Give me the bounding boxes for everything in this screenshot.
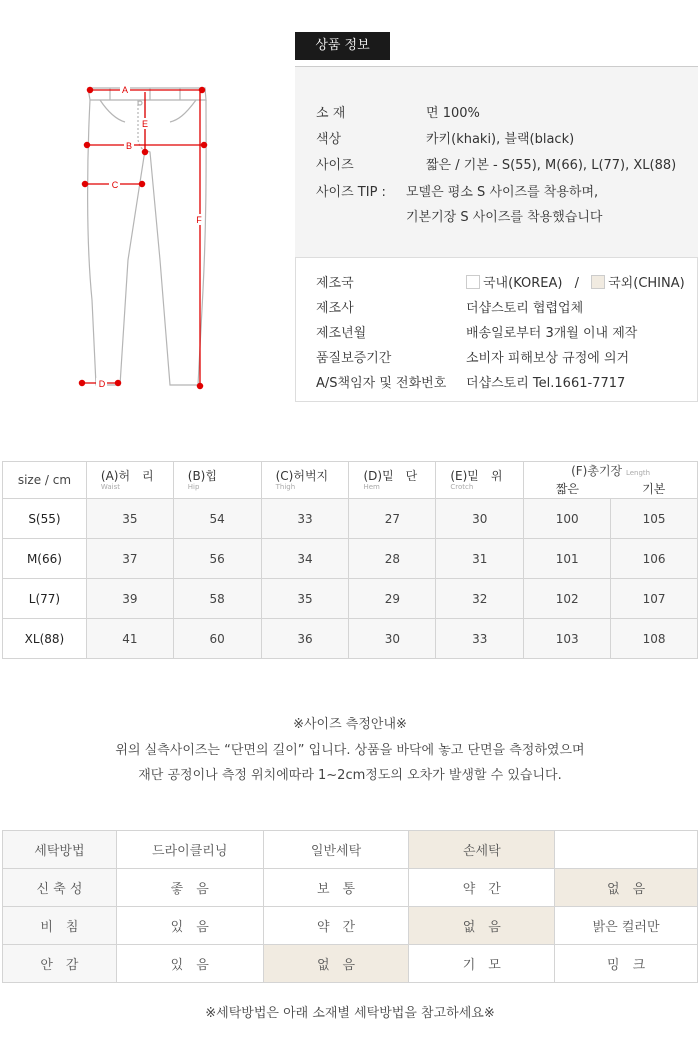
tip-line-2: 기본기장 S 사이즈를 착용했습니다 — [406, 210, 603, 225]
value-cell: 28 — [349, 539, 436, 579]
measure-notice-line-1: 위의 실측사이즈는 “단면의 길이” 입니다. 상품을 바닥에 놓고 단면을 측정하였으며 — [115, 743, 585, 758]
pants-measurement-diagram — [70, 80, 220, 400]
value-cell: 58 — [173, 579, 261, 619]
care-row-label: 안 감 — [3, 945, 117, 983]
label-e: E — [141, 119, 149, 129]
maker-value: 더샵스토리 협렵업체 — [466, 301, 584, 316]
material-label: 소 재 — [316, 106, 346, 121]
care-option: 기 모 — [409, 945, 555, 983]
measure-point — [87, 87, 92, 92]
care-table — [2, 830, 698, 983]
header-length-basic: 기본 — [642, 481, 666, 496]
value-cell: 30 — [436, 499, 524, 539]
care-row-wash — [3, 831, 698, 869]
label-f: F — [196, 215, 202, 225]
care-option-selected: 손세탁 — [409, 831, 555, 869]
value-cell: 27 — [349, 499, 436, 539]
header-hip: (B)힙 Hip — [173, 462, 261, 499]
label-d: D — [98, 379, 106, 389]
domestic-checkbox — [466, 275, 480, 289]
foreign-checkbox — [591, 275, 605, 289]
date-label: 제조년월 — [316, 326, 367, 341]
origin-label: 제조국 — [316, 276, 354, 291]
care-option: 있 음 — [116, 907, 263, 945]
header-hem: (D)밑 단 Hem — [349, 462, 436, 499]
value-cell: 29 — [349, 579, 436, 619]
measure-point — [201, 142, 206, 147]
care-option: 드라이클리닝 — [116, 831, 263, 869]
value-cell: 37 — [86, 539, 173, 579]
material-value: 면 100% — [426, 106, 480, 121]
as-label: A/S책임자 및 전화번호 — [316, 376, 447, 391]
value-cell: 103 — [524, 619, 611, 659]
size-row-xl — [3, 619, 698, 659]
measure-notice-line-2: 재단 공정이나 측정 위치에따라 1~2cm정도의 오차가 발생할 수 있습니다. — [138, 768, 562, 783]
value-cell: 33 — [436, 619, 524, 659]
care-option-selected: 없 음 — [263, 945, 409, 983]
size-corner-cell: size / cm — [3, 462, 87, 499]
value-cell: 107 — [611, 579, 698, 619]
wash-notice: ※세탁방법은 아래 소재별 세탁방법을 참고하세요※ — [205, 1006, 495, 1021]
origin-separator: / — [574, 276, 579, 291]
size-table — [2, 461, 698, 659]
product-info-panel — [295, 66, 698, 257]
header-waist: (A)허 리 Waist — [86, 462, 173, 499]
care-row-label: 비 침 — [3, 907, 117, 945]
size-value: 짧은 / 기본 - S(55), M(66), L(77), XL(88) — [426, 158, 677, 173]
value-cell: 54 — [173, 499, 261, 539]
care-option: 좋 음 — [116, 869, 263, 907]
value-cell: 101 — [524, 539, 611, 579]
foreign-label: 국외(CHINA) — [608, 276, 685, 291]
value-cell: 36 — [261, 619, 349, 659]
measure-point — [84, 142, 89, 147]
value-cell: 100 — [524, 499, 611, 539]
as-value: 더샵스토리 Tel.1661-7717 — [466, 376, 626, 391]
size-row-l — [3, 579, 698, 619]
value-cell: 31 — [436, 539, 524, 579]
header-thigh: (C)허벅지 Thigh — [261, 462, 349, 499]
measure-point — [142, 149, 147, 154]
header-length: (F)총기장 Length 짧은 기본 — [524, 462, 698, 499]
value-cell: 102 — [524, 579, 611, 619]
pants-outline — [88, 88, 206, 385]
value-cell: 41 — [86, 619, 173, 659]
size-label-cell: L(77) — [3, 579, 87, 619]
label-c: C — [111, 180, 119, 190]
domestic-label: 국내(KOREA) — [483, 276, 563, 291]
value-cell: 33 — [261, 499, 349, 539]
care-option: 있 음 — [116, 945, 263, 983]
value-cell: 108 — [611, 619, 698, 659]
measure-point — [139, 181, 144, 186]
size-label-cell: XL(88) — [3, 619, 87, 659]
care-row-lining — [3, 945, 698, 983]
size-label-cell: M(66) — [3, 539, 87, 579]
value-cell: 32 — [436, 579, 524, 619]
warranty-value: 소비자 피해보상 규정에 의거 — [466, 351, 630, 366]
measure-point — [199, 87, 204, 92]
care-option: 밝은 컬러만 — [555, 907, 698, 945]
manufacture-info-panel — [295, 257, 698, 402]
date-value: 배송일로부터 3개월 이내 제작 — [466, 326, 638, 341]
value-cell: 105 — [611, 499, 698, 539]
size-row-m — [3, 539, 698, 579]
value-cell: 34 — [261, 539, 349, 579]
measure-notice-title: ※사이즈 측정안내※ — [293, 717, 407, 732]
value-cell: 60 — [173, 619, 261, 659]
care-option: 약 간 — [409, 869, 555, 907]
care-option: 밍 크 — [555, 945, 698, 983]
size-label-cell: S(55) — [3, 499, 87, 539]
size-row-s — [3, 499, 698, 539]
care-row-label: 세탁방법 — [3, 831, 117, 869]
color-label: 색상 — [316, 132, 342, 147]
label-a: A — [121, 85, 129, 95]
care-option-selected: 없 음 — [555, 869, 698, 907]
product-info-badge: 상품 정보 — [295, 32, 390, 60]
care-row-sheer — [3, 907, 698, 945]
measure-point — [79, 380, 84, 385]
care-row-stretch — [3, 869, 698, 907]
value-cell: 56 — [173, 539, 261, 579]
header-length-short: 짧은 — [555, 481, 580, 496]
value-cell: 35 — [261, 579, 349, 619]
tip-line-1: 모델은 평소 S 사이즈를 착용하며, — [406, 185, 599, 200]
measure-point — [197, 383, 202, 388]
care-option: 일반세탁 — [263, 831, 409, 869]
size-label: 사이즈 — [316, 158, 354, 173]
warranty-label: 품질보증기간 — [316, 351, 392, 366]
color-value: 카키(khaki), 블랙(black) — [426, 132, 575, 147]
value-cell: 39 — [86, 579, 173, 619]
care-option: 보 통 — [263, 869, 409, 907]
tip-label: 사이즈 TIP : — [316, 185, 386, 200]
care-option — [555, 831, 698, 869]
care-row-label: 신 축 성 — [3, 869, 117, 907]
measure-point — [82, 181, 87, 186]
maker-label: 제조사 — [316, 301, 354, 316]
value-cell: 35 — [86, 499, 173, 539]
value-cell: 30 — [349, 619, 436, 659]
label-b: B — [125, 141, 133, 151]
care-option-selected: 없 음 — [409, 907, 555, 945]
size-table-header — [3, 462, 698, 499]
measure-point — [115, 380, 120, 385]
care-option: 약 간 — [263, 907, 409, 945]
header-crotch: (E)밑 위 Crotch — [436, 462, 524, 499]
value-cell: 106 — [611, 539, 698, 579]
